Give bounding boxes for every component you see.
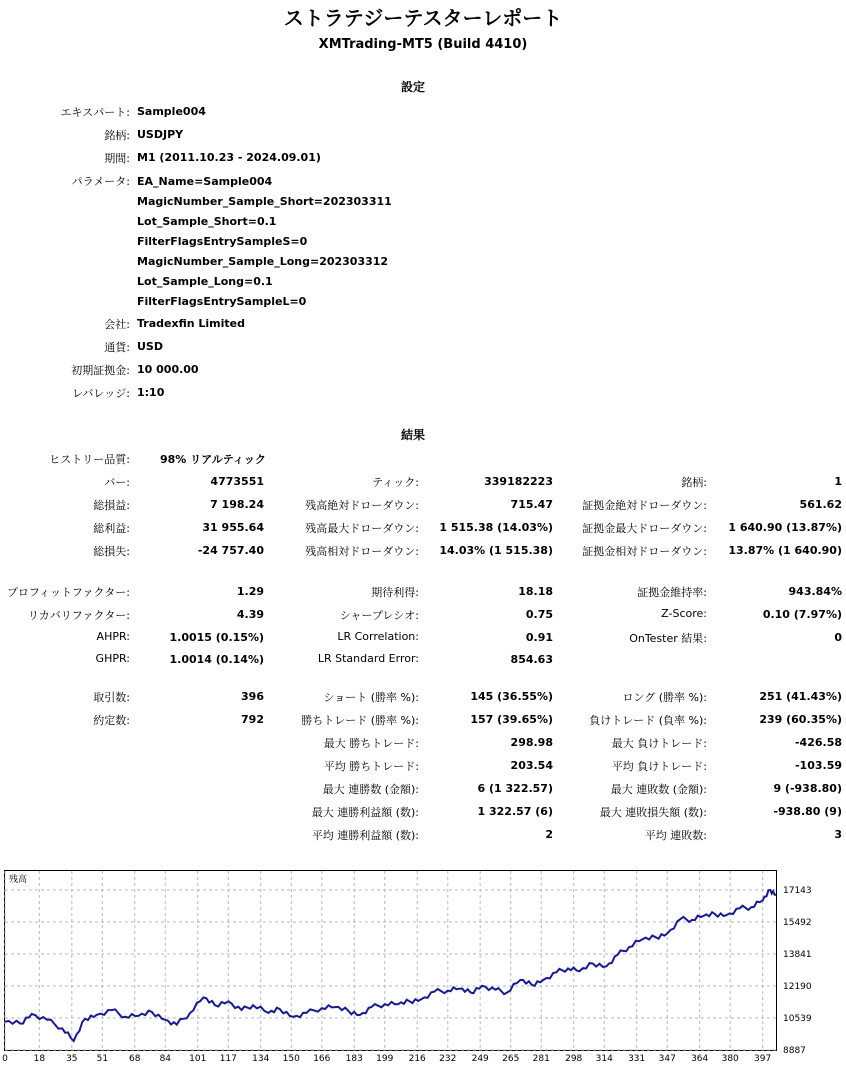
ahpr-value: 1.0015 (0.15%) <box>169 631 264 644</box>
chart-frame <box>5 871 777 1051</box>
deposit-value: 10 000.00 <box>137 363 199 376</box>
x-tick-label: 68 <box>129 1054 141 1064</box>
max-consec-profit-value: 1 322.57 (6) <box>477 805 553 818</box>
profit-factor-value: 1.29 <box>236 585 264 598</box>
ontester-label: OnTester 結果: <box>629 632 707 645</box>
gross-loss-label: 総損失: <box>93 545 130 558</box>
currency-label: 通貨: <box>104 341 130 354</box>
leverage-value: 1:10 <box>137 386 165 399</box>
x-tick-label: 51 <box>96 1054 109 1064</box>
deals-value: 792 <box>241 713 264 726</box>
y-tick-label: 10539 <box>783 1013 812 1024</box>
margin-level-value: 943.84% <box>788 585 842 598</box>
margin-level-label: 証拠金維持率: <box>637 586 707 599</box>
bars-value: 4773551 <box>210 475 264 488</box>
avg-loss-value: -103.59 <box>794 759 842 772</box>
symbols-label: 銘柄: <box>681 476 707 489</box>
bars-label: バー: <box>104 476 130 489</box>
settings-heading: 設定 <box>400 80 425 94</box>
leverage-label: レバレッジ: <box>72 387 130 400</box>
avg-win-value: 203.54 <box>510 759 553 772</box>
lr-correlation-value: 0.91 <box>525 631 553 644</box>
x-tick-label: 150 <box>282 1054 300 1064</box>
ahpr-label: AHPR: <box>96 630 130 643</box>
max-consec-wins-value: 6 (1 322.57) <box>477 782 553 795</box>
gross-loss-value: -24 757.40 <box>197 544 264 557</box>
results-heading: 結果 <box>400 428 425 442</box>
avg-win-label: 平均 勝ちトレード: <box>323 760 419 773</box>
max-win-label: 最大 勝ちトレード: <box>323 737 419 750</box>
loss-trades-value: 239 (60.35%) <box>759 713 842 726</box>
balance-dd-max-value: 1 515.38 (14.03%) <box>439 521 553 534</box>
ticks-value: 339182223 <box>484 475 553 488</box>
parameter-item: MagicNumber_Sample_Short=202303311 <box>137 195 392 208</box>
deals-label: 約定数: <box>93 714 130 727</box>
profit-factor-label: プロフィットファクター: <box>6 586 130 599</box>
avg-consec-wins-label: 平均 連勝利益額 (数): <box>311 829 419 842</box>
equity-dd-max-value: 1 640.90 (13.87%) <box>728 521 842 534</box>
parameter-item: EA_Name=Sample004 <box>137 175 273 188</box>
balance-chart <box>0 866 846 1065</box>
x-tick-label: 166 <box>313 1054 331 1064</box>
y-tick-label: 13841 <box>783 949 812 960</box>
x-tick-label: 84 <box>159 1054 172 1064</box>
parameter-item: Lot_Sample_Short=0.1 <box>137 215 277 228</box>
win-trades-value: 157 (39.65%) <box>470 713 553 726</box>
y-tick-label: 8887 <box>783 1046 806 1056</box>
ghpr-label: GHPR: <box>95 652 130 665</box>
balance-dd-absolute-label: 残高絶対ドローダウン: <box>305 499 419 512</box>
x-tick-label: 298 <box>565 1054 583 1064</box>
expert-label: エキスパート: <box>60 106 130 119</box>
balance-dd-absolute-value: 715.47 <box>510 498 553 511</box>
ticks-label: ティック: <box>372 476 419 489</box>
ghpr-value: 1.0014 (0.14%) <box>169 653 264 666</box>
z-score-value: 0.10 (7.97%) <box>762 608 842 621</box>
equity-dd-max-label: 証拠金最大ドローダウン: <box>582 522 707 535</box>
symbol-label: 銘柄: <box>104 129 130 142</box>
equity-dd-absolute-value: 561.62 <box>799 498 842 511</box>
x-tick-label: 347 <box>658 1054 676 1064</box>
avg-consec-losses-value: 3 <box>834 828 842 841</box>
avg-consec-losses-label: 平均 連敗数: <box>644 829 707 842</box>
recovery-factor-label: リカバリファクター: <box>27 609 130 622</box>
x-tick-label: 331 <box>628 1054 646 1064</box>
expected-payoff-value: 18.18 <box>518 585 553 598</box>
x-tick-label: 265 <box>502 1054 520 1064</box>
balance-dd-relative-label: 残高相対ドローダウン: <box>305 545 419 558</box>
history-quality-label: ヒストリー品質: <box>49 453 130 466</box>
equity-dd-absolute-label: 証拠金絶対ドローダウン: <box>582 499 707 512</box>
max-consec-loss-label: 最大 連敗損失額 (数): <box>599 806 707 819</box>
x-tick-label: 35 <box>66 1054 78 1064</box>
x-tick-label: 397 <box>754 1054 772 1064</box>
equity-dd-relative-value: 13.87% (1 640.90) <box>728 544 842 557</box>
trades-label: 取引数: <box>93 691 130 704</box>
long-trades-label: ロング (勝率 %): <box>622 691 707 704</box>
y-tick-label: 17143 <box>783 886 812 896</box>
short-trades-value: 145 (36.55%) <box>470 690 553 703</box>
x-tick-label: 134 <box>252 1054 270 1064</box>
max-loss-value: -426.58 <box>794 736 842 749</box>
equity-dd-relative-label: 証拠金相対ドローダウン: <box>582 545 707 558</box>
max-consec-profit-label: 最大 連勝利益額 (数): <box>311 806 419 819</box>
x-tick-label: 364 <box>691 1054 709 1064</box>
x-tick-label: 0 <box>2 1054 8 1064</box>
chart-title: 残高 <box>9 875 28 885</box>
company-value: Tradexfin Limited <box>137 317 245 330</box>
avg-loss-label: 平均 負けトレード: <box>611 760 707 773</box>
y-tick-label: 12190 <box>783 981 812 992</box>
deposit-label: 初期証拠金: <box>71 364 130 377</box>
max-win-value: 298.98 <box>510 736 553 749</box>
avg-consec-wins-value: 2 <box>545 828 553 841</box>
max-consec-losses-value: 9 (-938.80) <box>773 782 842 795</box>
x-tick-label: 183 <box>345 1054 363 1064</box>
net-profit-value: 7 198.24 <box>210 498 264 511</box>
parameter-item: Lot_Sample_Long=0.1 <box>137 275 273 288</box>
report-title: ストラテジーテスターレポート <box>283 6 563 30</box>
lr-stderr-label: LR Standard Error: <box>317 652 419 665</box>
max-consec-wins-label: 最大 連勝数 (金額): <box>322 783 419 796</box>
x-tick-label: 314 <box>595 1054 613 1064</box>
x-tick-label: 199 <box>376 1054 394 1064</box>
gross-profit-value: 31 955.64 <box>202 521 264 534</box>
company-label: 会社: <box>104 318 130 331</box>
y-tick-label: 15492 <box>783 917 812 928</box>
net-profit-label: 総損益: <box>93 499 130 512</box>
gross-profit-label: 総利益: <box>93 522 130 535</box>
sharpe-ratio-label: シャープレシオ: <box>339 609 419 622</box>
win-trades-label: 勝ちトレード (勝率 %): <box>301 714 419 727</box>
currency-value: USD <box>137 340 163 353</box>
lr-correlation-label: LR Correlation: <box>337 630 419 643</box>
symbols-value: 1 <box>834 475 842 488</box>
x-tick-label: 18 <box>33 1054 46 1064</box>
max-loss-label: 最大 負けトレード: <box>611 737 707 750</box>
x-tick-label: 380 <box>721 1054 739 1064</box>
x-tick-label: 101 <box>189 1054 207 1064</box>
x-tick-label: 216 <box>408 1054 426 1064</box>
ontester-value: 0 <box>834 631 842 644</box>
x-tick-label: 232 <box>439 1054 457 1064</box>
parameter-item: FilterFlagsEntrySampleL=0 <box>137 295 307 308</box>
x-tick-label: 281 <box>532 1054 550 1064</box>
expected-payoff-label: 期待利得: <box>371 586 419 599</box>
short-trades-label: ショート (勝率 %): <box>323 691 419 704</box>
balance-dd-max-label: 残高最大ドローダウン: <box>305 522 419 535</box>
balance-dd-relative-value: 14.03% (1 515.38) <box>439 544 553 557</box>
recovery-factor-value: 4.39 <box>236 608 264 621</box>
trades-value: 396 <box>241 690 264 703</box>
report-subtitle: XMTrading-MT5 (Build 4410) <box>318 37 528 52</box>
symbol-value: USDJPY <box>137 128 184 141</box>
sharpe-ratio-value: 0.75 <box>525 608 553 621</box>
parameter-item: MagicNumber_Sample_Long=202303312 <box>137 255 389 268</box>
z-score-label: Z-Score: <box>661 607 707 620</box>
x-tick-label: 117 <box>219 1054 237 1064</box>
period-label: 期間: <box>104 152 130 165</box>
x-tick-label: 249 <box>471 1054 489 1064</box>
parameters-label: パラメータ: <box>71 175 130 188</box>
expert-value: Sample004 <box>137 105 206 118</box>
lr-stderr-value: 854.63 <box>510 653 553 666</box>
max-consec-loss-value: -938.80 (9) <box>773 805 842 818</box>
period-value: M1 (2011.10.23 - 2024.09.01) <box>137 151 321 164</box>
max-consec-losses-label: 最大 連敗数 (金額): <box>610 783 707 796</box>
long-trades-value: 251 (41.43%) <box>759 690 842 703</box>
parameter-item: FilterFlagsEntrySampleS=0 <box>137 235 308 248</box>
loss-trades-label: 負けトレード (負率 %): <box>589 714 707 727</box>
history-quality-value: 98% リアルティック <box>160 453 266 466</box>
